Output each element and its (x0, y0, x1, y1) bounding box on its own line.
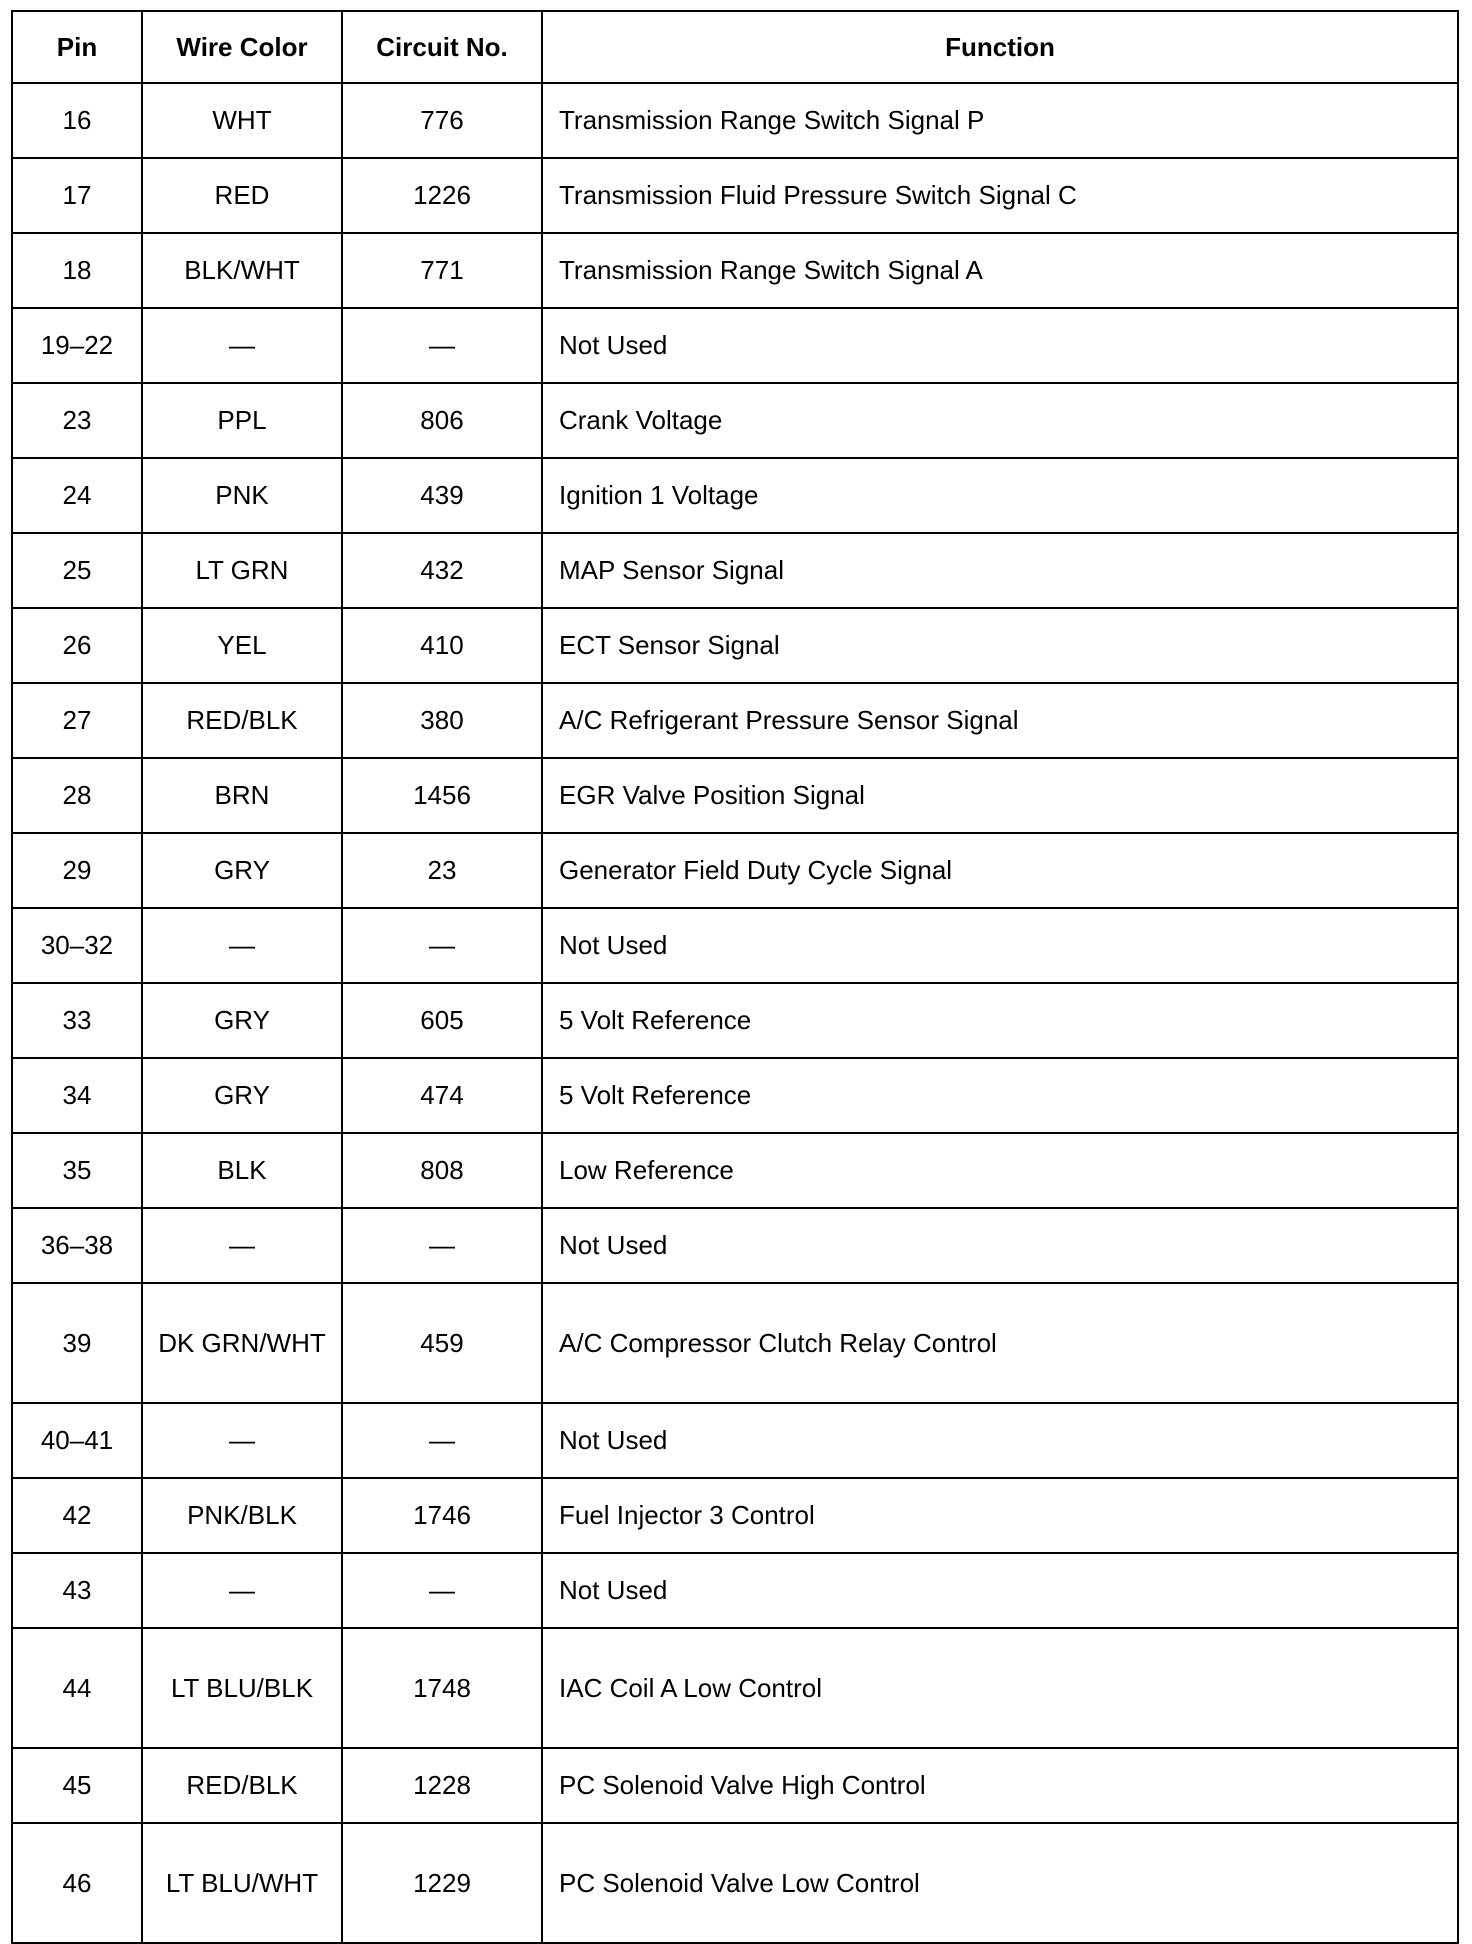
circuit-no-cell: 380 (342, 683, 542, 758)
circuit-no-cell: 1456 (342, 758, 542, 833)
wire-color-cell: GRY (142, 983, 342, 1058)
wire-color-cell: BLK (142, 1133, 342, 1208)
function-cell: Not Used (542, 1208, 1458, 1283)
function-cell: Crank Voltage (542, 383, 1458, 458)
wire-color-cell: — (142, 908, 342, 983)
table-row (12, 683, 1458, 758)
pin-cell: 27 (12, 683, 142, 758)
table-row (12, 758, 1458, 833)
circuit-no-cell: 1228 (342, 1748, 542, 1823)
table-row (12, 608, 1458, 683)
circuit-no-cell: 474 (342, 1058, 542, 1133)
circuit-no-cell: 459 (342, 1283, 542, 1403)
function-cell: 5 Volt Reference (542, 983, 1458, 1058)
wire-color-cell: RED (142, 158, 342, 233)
table-row (12, 1133, 1458, 1208)
wire-color-cell: PNK (142, 458, 342, 533)
pin-cell: 42 (12, 1478, 142, 1553)
pin-cell: 23 (12, 383, 142, 458)
table-row (12, 158, 1458, 233)
wire-color-cell: GRY (142, 1058, 342, 1133)
pin-cell: 30–32 (12, 908, 142, 983)
circuit-no-cell: 808 (342, 1133, 542, 1208)
circuit-no-cell: — (342, 1208, 542, 1283)
function-cell: A/C Refrigerant Pressure Sensor Signal (542, 683, 1458, 758)
function-cell: PC Solenoid Valve Low Control (542, 1823, 1458, 1943)
function-cell: 5 Volt Reference (542, 1058, 1458, 1133)
function-cell: Not Used (542, 1553, 1458, 1628)
pin-function-table (11, 10, 1459, 1944)
pin-cell: 39 (12, 1283, 142, 1403)
pin-cell: 34 (12, 1058, 142, 1133)
pin-cell: 26 (12, 608, 142, 683)
pin-cell: 25 (12, 533, 142, 608)
pin-cell: 28 (12, 758, 142, 833)
function-cell: MAP Sensor Signal (542, 533, 1458, 608)
table-row (12, 1478, 1458, 1553)
table-row (12, 983, 1458, 1058)
function-cell: ECT Sensor Signal (542, 608, 1458, 683)
wire-color-cell: GRY (142, 833, 342, 908)
function-cell: Transmission Range Switch Signal A (542, 233, 1458, 308)
table-row (12, 1823, 1458, 1943)
header-circuit-no: Circuit No. (342, 11, 542, 83)
table-row (12, 458, 1458, 533)
wire-color-cell: — (142, 1403, 342, 1478)
function-cell: Fuel Injector 3 Control (542, 1478, 1458, 1553)
pin-cell: 44 (12, 1628, 142, 1748)
function-cell: Not Used (542, 1403, 1458, 1478)
pin-cell: 24 (12, 458, 142, 533)
circuit-no-cell: 806 (342, 383, 542, 458)
table-body (12, 83, 1458, 1943)
header-wire-color: Wire Color (142, 11, 342, 83)
circuit-no-cell: 432 (342, 533, 542, 608)
table-row (12, 1628, 1458, 1748)
pin-cell: 45 (12, 1748, 142, 1823)
pin-cell: 36–38 (12, 1208, 142, 1283)
function-cell: PC Solenoid Valve High Control (542, 1748, 1458, 1823)
function-cell: Low Reference (542, 1133, 1458, 1208)
header-row (12, 11, 1458, 83)
table-row (12, 383, 1458, 458)
header-pin: Pin (12, 11, 142, 83)
pin-cell: 16 (12, 83, 142, 158)
circuit-no-cell: 1226 (342, 158, 542, 233)
function-cell: Transmission Range Switch Signal P (542, 83, 1458, 158)
wire-color-cell: — (142, 1553, 342, 1628)
table-row (12, 533, 1458, 608)
table-row (12, 1748, 1458, 1823)
circuit-no-cell: 1746 (342, 1478, 542, 1553)
pin-cell: 46 (12, 1823, 142, 1943)
circuit-no-cell: 605 (342, 983, 542, 1058)
table-row (12, 1403, 1458, 1478)
wire-color-cell: LT GRN (142, 533, 342, 608)
wire-color-cell: PPL (142, 383, 342, 458)
table-row (12, 83, 1458, 158)
table-row (12, 833, 1458, 908)
function-cell: Not Used (542, 908, 1458, 983)
circuit-no-cell: — (342, 1403, 542, 1478)
wire-color-cell: PNK/BLK (142, 1478, 342, 1553)
wire-color-cell: RED/BLK (142, 1748, 342, 1823)
pin-cell: 17 (12, 158, 142, 233)
wire-color-cell: RED/BLK (142, 683, 342, 758)
table-row (12, 308, 1458, 383)
circuit-no-cell: 410 (342, 608, 542, 683)
circuit-no-cell: — (342, 1553, 542, 1628)
table-row (12, 1553, 1458, 1628)
pin-cell: 40–41 (12, 1403, 142, 1478)
wire-color-cell: BLK/WHT (142, 233, 342, 308)
function-cell: A/C Compressor Clutch Relay Control (542, 1283, 1458, 1403)
pin-cell: 33 (12, 983, 142, 1058)
wire-color-cell: WHT (142, 83, 342, 158)
circuit-no-cell: — (342, 908, 542, 983)
table-row (12, 1208, 1458, 1283)
table-row (12, 1058, 1458, 1133)
pin-cell: 35 (12, 1133, 142, 1208)
function-cell: IAC Coil A Low Control (542, 1628, 1458, 1748)
pin-cell: 29 (12, 833, 142, 908)
circuit-no-cell: 1748 (342, 1628, 542, 1748)
pin-cell: 19–22 (12, 308, 142, 383)
wire-color-cell: LT BLU/BLK (142, 1628, 342, 1748)
function-cell: Not Used (542, 308, 1458, 383)
function-cell: EGR Valve Position Signal (542, 758, 1458, 833)
circuit-no-cell: 439 (342, 458, 542, 533)
circuit-no-cell: 776 (342, 83, 542, 158)
wire-color-cell: — (142, 1208, 342, 1283)
wire-color-cell: DK GRN/WHT (142, 1283, 342, 1403)
wire-color-cell: LT BLU/WHT (142, 1823, 342, 1943)
table-row (12, 908, 1458, 983)
table-row (12, 233, 1458, 308)
circuit-no-cell: 23 (342, 833, 542, 908)
function-cell: Ignition 1 Voltage (542, 458, 1458, 533)
circuit-no-cell: 1229 (342, 1823, 542, 1943)
wire-color-cell: — (142, 308, 342, 383)
wire-color-cell: YEL (142, 608, 342, 683)
pin-cell: 18 (12, 233, 142, 308)
function-cell: Generator Field Duty Cycle Signal (542, 833, 1458, 908)
pin-cell: 43 (12, 1553, 142, 1628)
circuit-no-cell: — (342, 308, 542, 383)
function-cell: Transmission Fluid Pressure Switch Signal C (542, 158, 1458, 233)
header-function: Function (542, 11, 1458, 83)
circuit-no-cell: 771 (342, 233, 542, 308)
wire-color-cell: BRN (142, 758, 342, 833)
table-row (12, 1283, 1458, 1403)
